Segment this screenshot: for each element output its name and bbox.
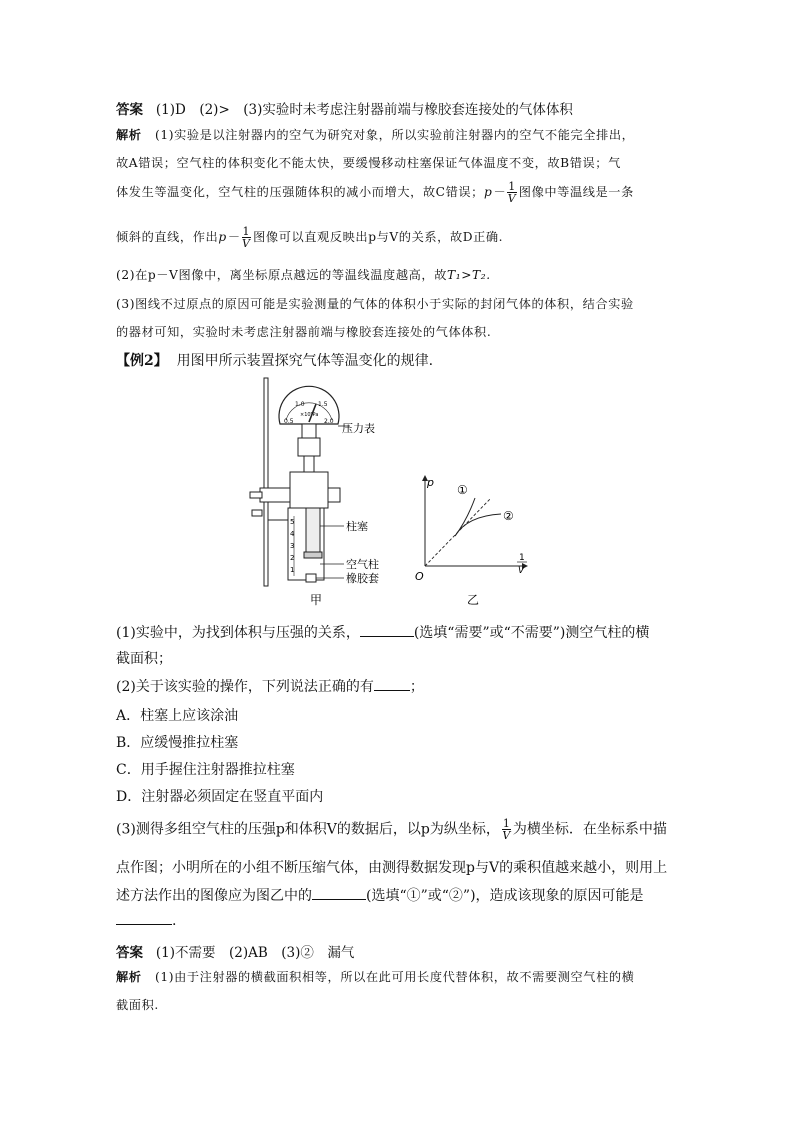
analysis-text: 体发生等温变化，空气柱的压强随体积的减小而增大，故C错误； — [116, 185, 484, 199]
answer-blank — [374, 678, 410, 691]
option-b: B．应缓慢推拉柱塞 — [116, 735, 239, 751]
fraction-numerator: 1 — [502, 817, 510, 830]
option-d: D．注射器必须固定在竖直平面内 — [116, 789, 324, 805]
analysis-line-1 — [116, 126, 682, 143]
curve-1-label: ① — [457, 483, 468, 497]
rubber-cap — [306, 574, 316, 582]
answer-text: (1)D (2)> (3)实验时未考虑注射器前端与橡胶套连接处的气体体积 — [155, 102, 573, 118]
gauge-tick-label: 0.5 — [284, 418, 294, 425]
analysis-line-6: (3)图线不过原点的原因可能是实验测量的气体的体积小于实际的封闭气体的体积，结合实验 — [116, 297, 634, 311]
fraction-denominator: V — [507, 192, 517, 205]
analysis-line-5 — [116, 266, 682, 283]
example-heading — [116, 350, 682, 370]
answer-blank — [312, 887, 366, 900]
scale-mark: 5 — [290, 518, 295, 526]
fraction-denominator: V — [242, 237, 251, 250]
analysis-label: 解析 — [116, 970, 142, 984]
question-2 — [116, 676, 682, 696]
example-title: 用图甲所示装置探究气体等温变化的规律. — [176, 353, 434, 369]
question-text: (3)测得多组空气柱的压强p和体积V的数据后，以p为纵坐标， — [116, 821, 500, 838]
gauge-tick-label: 1.0 — [295, 401, 305, 408]
answer-blank — [360, 624, 414, 637]
question-text: ； — [409, 679, 424, 695]
question-text: 述方法作出的图像应为图乙中的 — [116, 888, 312, 904]
curve-2-label: ② — [503, 509, 514, 523]
question-text: (2)关于该实验的操作，下列说法正确的有 — [116, 679, 374, 695]
option-a: A．柱塞上应该涂油 — [116, 708, 239, 724]
formula-p: p－ — [218, 230, 240, 244]
scale-mark: 3 — [290, 542, 295, 550]
answer-text: (1)不需要 (2)AB (3)② 漏气 — [155, 945, 355, 961]
answer-label: 答案 — [116, 102, 143, 118]
question-text: (选填“①”或“②”)，造成该现象的原因可能是 — [366, 888, 644, 904]
answer-line-1 — [116, 98, 682, 118]
fraction-1-over-v — [502, 818, 511, 841]
analysis-text: 倾斜的直线，作出 — [116, 230, 219, 244]
origin-label: O — [415, 570, 424, 583]
clamp-screw — [250, 492, 262, 498]
gauge-tick-label: 2.0 — [324, 418, 334, 425]
analysis-label: 解析 — [116, 128, 142, 142]
y-axis-label: p — [427, 476, 434, 489]
fraction-1-over-v — [242, 226, 252, 249]
question-text: . — [172, 913, 177, 929]
temperature-relation: T₁>T₂. — [446, 268, 491, 282]
question-text: 为横坐标．在坐标系中描 — [512, 821, 667, 838]
analysis-text: 图像可以直观反映出p与V的关系，故D正确. — [253, 230, 504, 244]
fraction-numerator: 1 — [508, 180, 516, 193]
fraction-1-over-v — [507, 181, 517, 204]
clamp-screw — [252, 510, 262, 516]
gauge-unit: ×10⁵Pa — [300, 412, 319, 418]
question-text: (选填“需要”或“不需要”)测空气柱的横 — [413, 625, 650, 641]
option-c: C．用手握住注射器推拉柱塞 — [116, 762, 295, 778]
plunger-label: 柱塞 — [346, 520, 368, 533]
gauge-label: 压力表 — [342, 422, 375, 435]
analysis-line-2: 故A错误；空气柱的体积变化不能太快，要缓慢移动柱塞保证气体温度不变，故B错误；气 — [116, 156, 621, 170]
question-text: (1)实验中，为找到体积与压强的关系， — [116, 625, 360, 641]
gauge-tick-label: 1.5 — [318, 401, 328, 408]
question-3-line-1 — [116, 818, 682, 841]
fraction-denominator: V — [502, 829, 511, 842]
analysis-2-line-1 — [116, 968, 682, 985]
example-tag: 【例2】 — [116, 353, 168, 369]
air-column-label: 空气柱 — [346, 558, 379, 571]
question-1-line-2: 截面积； — [116, 651, 172, 667]
formula-p: p－ — [483, 185, 506, 199]
answer-line-2 — [116, 941, 682, 961]
stand-rod — [264, 378, 268, 586]
figure-caption-a: 甲 — [310, 593, 323, 606]
analysis-text: (2)在p－V图像中，离坐标原点越远的等温线温度越高，故 — [116, 268, 447, 282]
apparatus-figure — [240, 376, 410, 606]
question-3-line-2: 点作图；小明所在的小组不断压缩气体，由测得数据发现p与V的乘积值越来越小，则用上 — [116, 860, 668, 876]
question-3-line-3 — [116, 885, 682, 905]
graph-figure — [405, 470, 535, 610]
analysis-line-3 — [116, 181, 682, 204]
rubber-cap-label: 橡胶套 — [346, 572, 379, 585]
question-1-line-1 — [116, 622, 682, 642]
figure-caption-b: 乙 — [467, 593, 480, 607]
analysis-text: (1)实验是以注射器内的空气为研究对象，所以实验前注射器内的空气不能完全排出， — [155, 128, 635, 142]
scale-mark: 4 — [290, 530, 295, 538]
answer-blank — [116, 912, 172, 925]
analysis-text: (1)由于注射器的横截面积相等，所以在此可用长度代替体积，故不需要测空气柱的横 — [155, 970, 635, 984]
analysis-line-7: 的器材可知，实验时未考虑注射器前端与橡胶套连接处的气体体积. — [116, 325, 492, 339]
x-axis-label-den: V — [518, 566, 525, 576]
plunger-head — [290, 472, 328, 508]
x-axis-label-num: 1 — [519, 553, 525, 563]
connector — [298, 438, 320, 456]
answer-label: 答案 — [116, 945, 143, 961]
scale-mark: 2 — [290, 554, 295, 562]
analysis-text: 图像中等温线是一条 — [518, 185, 634, 199]
analysis-line-4 — [116, 226, 682, 249]
plunger-rod — [306, 508, 320, 554]
plunger — [304, 552, 322, 558]
analysis-2-line-2: 截面积. — [116, 998, 159, 1012]
question-3-line-4 — [116, 912, 682, 929]
scale-mark: 1 — [290, 566, 295, 574]
fraction-numerator: 1 — [242, 225, 251, 238]
